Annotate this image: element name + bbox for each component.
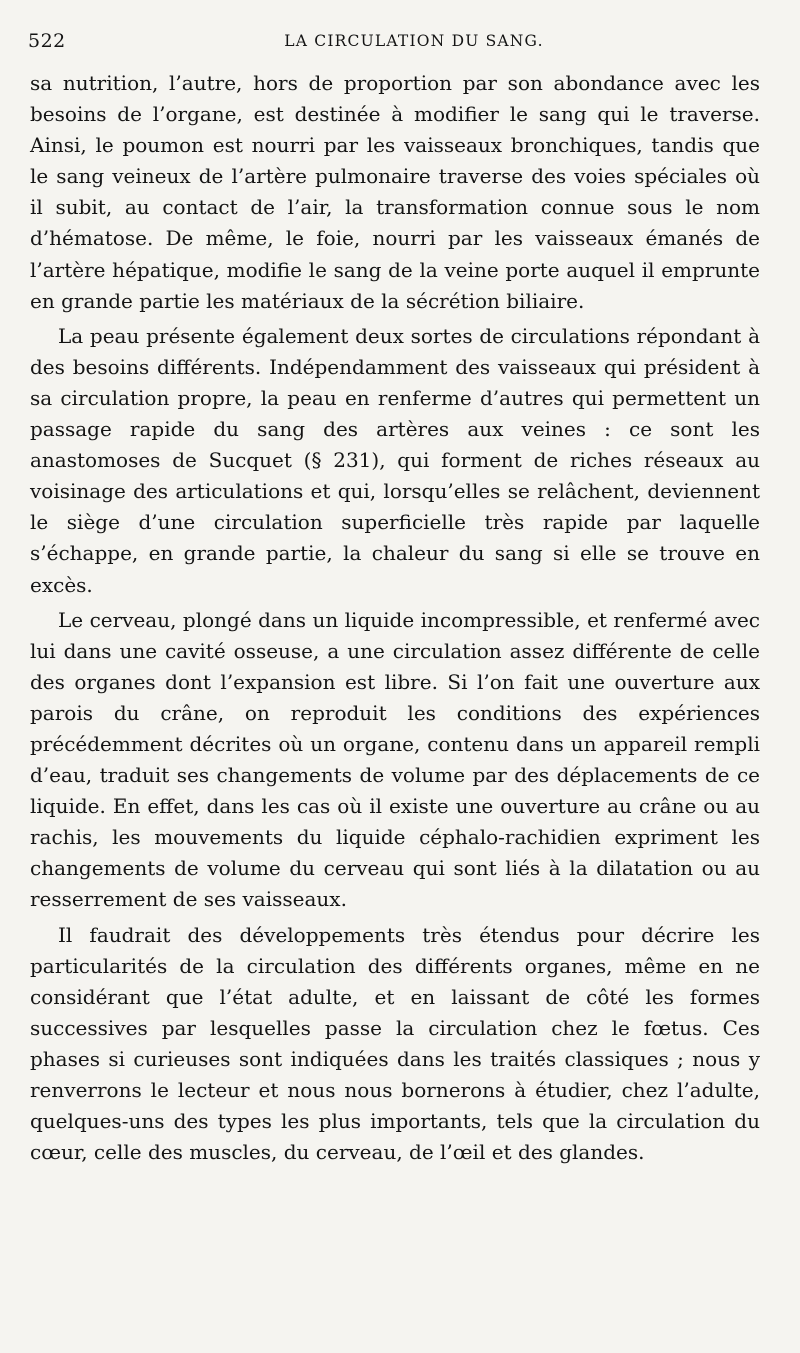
paragraph: Il faudrait des développements très étendus pour décrire les particularités de la circulation des différents organes, même en ne considérant que l’état adulte, et en laissant de côté les formes successives par lesquelles passe la circulation chez le fœtus. Ces phases si curieuses sont indiquées dans les traités classiques ; nous y renverrons le lecteur et nous nous bornerons à étudier, chez l’adulte, quelques-uns des types les plus importants, tels que la circulation du cœur, celle des muscles, du cerveau, de l’œil et des glandes.	[30, 922, 760, 1165]
paragraph: La peau présente également deux sortes de circulations répondant à des besoins différents. Indépendamment des vaisseaux qui président à sa circulation propre, la peau en renferme d’autres qui permettent un passage rapide du sang des artères aux veines : ce sont les anastomoses de Sucquet (§ 231), qui forment de riches réseaux au voisinage des articulations et qui, lorsqu’elles se relâchent, deviennent le siège d’une circulation superficielle très rapide par laquelle s’échappe, en grande partie, la chaleur du sang si elle se trouve en excès.	[30, 323, 760, 597]
running-head: LA CIRCULATION DU SANG.	[284, 32, 544, 50]
paragraph-continued: sa nutrition, l’autre, hors de proportion par son abondance avec les besoins de l’organe, est destinée à modifier le sang qui le traverse. Ainsi, le poumon est nourri par les vaisseaux bronchiques, tandis que le sang veineux de l’artère pulmonaire traverse des voies spéciales où il subit, au contact de l’air, la transformation connue sous le nom d’hématose. De même, le foie, nourri par les vaisseaux émanés de l’artère hépatique, modifie le sang de la veine porte auquel il emprunte en grande partie les matériaux de la sécrétion biliaire.	[30, 71, 760, 313]
body-text	[30, 68, 760, 1168]
paragraph: Le cerveau, plongé dans un liquide incompressible, et renfermé avec lui dans une cavité osseuse, a une circulation assez différente de celle des organes dont l’expansion est libre. Si l’on fait une ouverture aux parois du crâne, on reproduit les conditions des expériences précédemment décrites où un organe, contenu dans un appareil rempli d’eau, traduit ses changements de volume par des déplacements de ce liquide. En effet, dans les cas où il existe une ouverture au crâne ou au rachis, les mouvements du liquide céphalo-rachidien expriment les changements de volume du cerveau qui sont liés à la dilatation ou au resserrement de ses vaisseaux.	[30, 607, 760, 912]
page-number: 522	[28, 30, 66, 52]
page-header	[28, 30, 760, 60]
